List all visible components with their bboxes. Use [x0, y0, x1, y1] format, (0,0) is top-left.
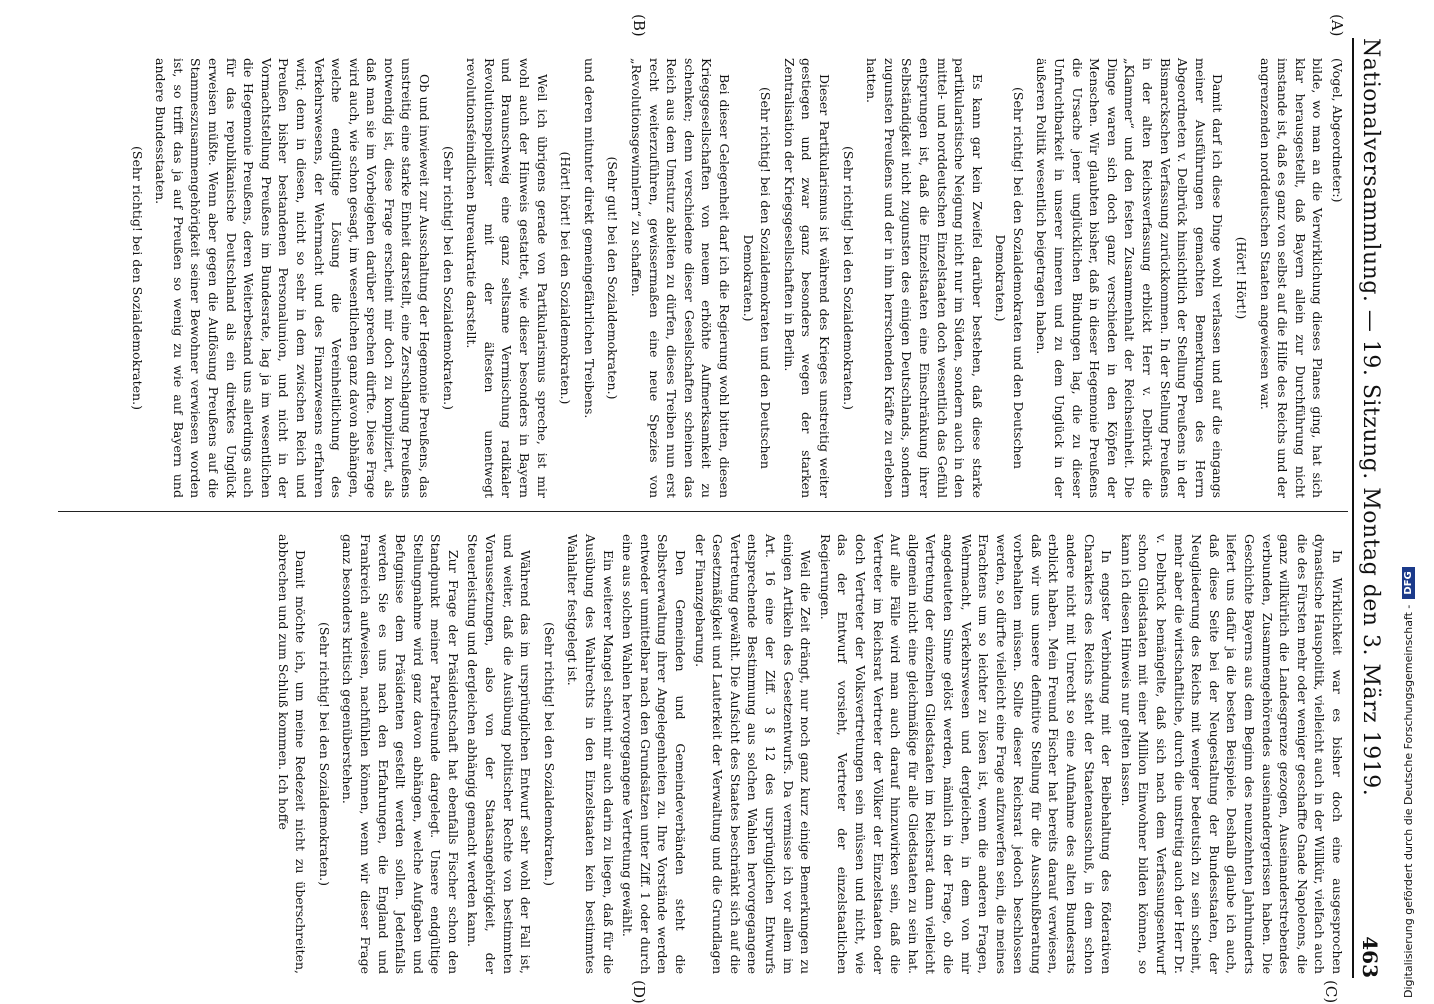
interjection: (Sehr richtig! bei den Sozialdemokraten und den Deutschen Demokraten.)	[740, 87, 774, 469]
paragraph: Dieser Partikularismus ist während des Krieges unstreitig weiter gestiegen und zwar ganz besonders wegen der starken Zentralisation der Kriegsgesellschaften in Berlin.	[781, 58, 832, 498]
margin-marker-a: (A)	[1328, 14, 1346, 37]
footer-text: Digitalisierung gefördert durch die Deutsche Forschungsgemeinschaft -	[1402, 604, 1415, 998]
column-divider	[58, 511, 1348, 512]
interjection: (Sehr richtig! bei den Sozialdemokraten.)	[129, 146, 145, 410]
paragraph: Während das im ursprünglichen Entwurf sehr wohl der Fall ist, und weiter, daß die Ausübung politischer Rechte von bestimmten Voraussetzungen, also von der Staatsangehörigkeit, der Steuerleistung und dergleichen abhängig gemacht werden kann.	[465, 534, 534, 974]
paragraph: Zur Frage der Präsidentschaft hat ebenfalls Fischer schon den Standpunkt meiner Parteifreunde dargelegt. Unsere endgültige Stellungnahme wird ganz davon abhängen, welche Aufgaben und Befugnisse dem Präsidenten gestellt werden sollen. Jedenfalls werden Sie es uns nach den Erfahrungen, die England und Frankreich aufweisen, nachfühlen können, wenn wir dieser Frage ganz besonders kritisch gegenüberstehen.	[340, 534, 461, 974]
paragraph: Es kann gar kein Zweifel darüber bestehen, daß diese starke partikularistische Neigung nicht nur im Süden, sondern auch in den mittel- und norddeutschen Einzelstaaten doch wesentlich das Gefühl entsprungen ist, daß die Einzelstaaten eine Einschränkung ihrer Selbständigkeit nicht zugunsten des einigen Deutschlands, sondern zugunsten Preußens und der in ihm herrschenden Kräfte zu erleben hatten.	[864, 58, 985, 498]
header-title: Nationalversammlung. — 19. Sitzung. Montag den 3. März 1919.	[1358, 38, 1383, 797]
paragraph: In engster Verbindung mit der Beibehaltung des föderativen Charakters des Reichs steht der Staatenausschuß, in dem schon andere nicht mit Unrecht so eine Aufnahme des alten Bundesrats erblickt haben. Mein Freund Fischer hat bereits darauf verwiesen, daß wir uns unsere definitive Stellung für die Ausschußberatung vorbehalten müssen. Sollte dieser Reichsrat jedoch beschlossen werden, so dürfte vielleicht eine Frage aufzuwerfen sein, die meines Erachtens um so leichter zu lösen ist, wenn die anderen Fragen, Wehrmacht, Verkehrswesen und dergleichen, in dem von mir angedeuteten Sinne gelöst werden, nämlich in der Frage, ob die Vertretung der einzelnen Gliedstaaten im Reichsrat dann vielleicht allgemein nicht eine gleichmäßige für alle Gliedstaaten zu sein hat. Auf alle Fälle wird man auch darauf hinzuwirken sein, daß die Vertreter im Reichsrat Vertreter der Völker der Einzelstaaten oder doch Vertreter der Volksvertretungen sein müssen und nicht, wie das der Entwurf vorsieht, Vertreter der einzelstaatlichen Regierungen.	[817, 534, 1115, 974]
paragraph: Bei dieser Gelegenheit darf ich die Regierung wohl bitten, diesen Kriegsgesellschaften von neuem erhöhte Aufmerksamkeit zu schenken; denn verschiedene dieser Gesellschaften scheinen das Reich aus dem Umsturz ableiten zu dürfen, dieses Treiben nun erst recht weiterzuführen, gewissermaßen eine neue Spezies von „Revolutionsgewinnlern“ zu schaffen.	[629, 58, 732, 498]
paragraph: Den Gemeinden und Gemeindeverbänden steht die Selbstverwaltung ihrer Angelegenheiten zu. Ihre Vorstände werden entweder unmittelbar nach den Grundsätzen unter Ziff. 1 oder durch eine aus solchen Wahlen hervorgegangene Vertretung gewählt.	[620, 534, 689, 974]
paragraph: Damit möchte ich, um meine Redezeit nicht zu überschreiten, abbrechen und zum Schluß kommen. Ich hoffe	[275, 534, 309, 974]
interjection: (Sehr richtig! bei den Sozialdemokraten.)	[440, 146, 456, 410]
paragraph: Ob und inwieweit zur Ausschaltung der Hegemonie Preußens, das unstreitig eine starke Einheit darstellt, eine Zerschlagung Preußens notwendig ist, diese Frage erscheint mir doch zu kompliziert, als daß man sie im Vorbeigehen darüber sprechen dürfte. Diese Frage wird auch, wie schon gesagt, im wesentlichen ganz davon abhängen, welche endgültige Lösung die Vereinheitlichung des Verkehrswesens, der Wehrmacht und des Finanzwesens erfahren wird; denn in diesen, nicht so sehr in dem zwischen Reich und Preußen bisher bestandenen Personalunion, und nicht in der Vormachtstellung Preußens im Bundesrate, lag ja im wesentlichen die Hegemonie Preußens, deren Weiterbestand uns allerdings auch für das republikanische Deutschland als ein direktes Unglück erweisen müßte. Wenn aber gegen die Auflösung Preußens auf die Stammeszusammengehörigkeit seiner Bewohner verwiesen worden ist, so trifft das ja auf Preußen so wenig zu wie auf Bayern und andere Bundesstaaten.	[153, 58, 433, 498]
left-column	[122, 58, 1346, 498]
interjection: (Sehr richtig! bei den Sozialdemokraten.)	[316, 622, 332, 886]
speaker-label: (Vogel, Abgeordneter:)	[1330, 58, 1345, 203]
margin-marker-c: (C)	[1322, 980, 1340, 1004]
interjection: (Hört! Hört!)	[1234, 236, 1250, 320]
paragraph: bilde, wo man an die Verwirklichung dieses Planes ging, hat sich klar herausgestellt, daß Bayern allein zur Durchführung nicht imstande ist, daß es ganz von selbst auf die Hilfe des Reichs und der angrenzenden norddeutschen Staaten angewiesen war.	[1257, 58, 1326, 498]
page-number: 463	[1358, 936, 1382, 978]
margin-marker-d: (D)	[630, 980, 648, 1004]
paragraph: In Wirklichkeit war es bisher doch eine ausgesprochen dynastische Hauspolitik, vielleicht auch in der Willkür, vielfach auch die des Fürsten mehr oder weniger geschaffte Gnade Napoleons, die ganz willkürlich die Landesgrenze gezogen, Auseinanderstrebendes verbunden, Zusammengehörendes auseinandergerissen haben. Die Geschichte Bayerns aus dem Beginn des neunzehnten Jahrhunderts liefert uns dafür ja die besten Beispiele. Deshalb glaube ich auch, daß diese Seite bei der Neugestaltung der Bundesstaaten, der Neugliederung des Reichs mit weniger bedeutsich zu sein scheint, mehr aber die wirtschaftliche, durch die unstreitig auch der Herr Dr. v. Delbrück bemängelte, daß sich nach dem Verfassungsentwurf schon Gliedstaaten mit einer Million Einwohner bilden können, so kann ich diesen Hinweis nur gelten lassen.	[1118, 534, 1345, 974]
paragraph: Damit darf ich diese Dinge wohl verlassen und auf die eingangs meiner Ausführungen gemachten Bemerkungen des Herrn Abgeordneten v. Delbrück hinsichtlich der Stellung Preußens in der Bismarckschen Verfassung zurückkommen. In der Stellung Preußens in der alten Reichsverfassung erblickt Herr v. Delbrück die „Klammer“ und den festen Zusammenhalt der Reichseinheit. Die Dinge waren sich doch ganz verschieden in den Köpfen der Menschen. Wir glaubten bisher, daß in dieser Hegemonie Preußens die Ursache jener unglücklichen Bindungen lag, die zu dieser Unfruchtbarkeit in unserer inneren und zu dem Unglück in der äußeren Politik wesentlich beigetragen haben.	[1034, 58, 1226, 498]
margin-marker-b: (B)	[630, 14, 648, 37]
paragraph: und deren mitunter direkt gemeingefährlichen Treibens.	[581, 58, 597, 419]
interjection: (Sehr richtig! bei den Sozialdemokraten.)	[840, 146, 856, 410]
digitization-footer	[1402, 567, 1415, 998]
dfg-logo: DFG	[1402, 567, 1415, 598]
right-column	[272, 534, 1346, 974]
interjection: (Sehr richtig! bei den Sozialdemokraten und den Deutschen Demokraten.)	[993, 87, 1026, 469]
paragraph: Weil ich übrigens gerade von Partikularismus spreche, ist mir wohl auch der Hinweis gestattet, wie dieser besonders in Bayern und Braunschweig eine ganz seltsame Vermischung radikaler Revolutionspolitiker mit der ältesten unentwegt revolutionsfeindlichen Bureaukratie darstellt.	[464, 58, 550, 498]
paragraph: Weil die Zeit drängt, nur noch ganz kurz einige Bemerkungen zu einigen Artikeln des Gesetzentwurfs. Da vermisse ich vor allem im Art. 16 eine der Ziff. 3 § 12 des ursprünglichen Entwurfs entsprechende Bestimmung aus solchen Wahlen hervorgegangene Vertretung gewählt. Die Aufsicht des Staates beschränkt sich auf die Gesetzmäßigkeit und Lauterkeit der Verwaltung und die Grundlagen der Finanzgebarung.	[692, 534, 814, 974]
page-header	[1352, 38, 1394, 978]
paragraph: Ein weiterer Mangel scheint mir auch darin zu liegen, daß für die Ausübung des Wahlrechts in den Einzelstaaten kein bestimmtes Wahlalter festgelegt ist.	[565, 534, 616, 974]
interjection: (Sehr gut! bei den Sozialdemokraten.)	[605, 156, 621, 400]
interjection: (Hört! hört! bei den Sozialdemokraten.)	[558, 151, 574, 405]
interjection: (Sehr richtig! bei den Sozialdemokraten.)	[541, 622, 557, 886]
